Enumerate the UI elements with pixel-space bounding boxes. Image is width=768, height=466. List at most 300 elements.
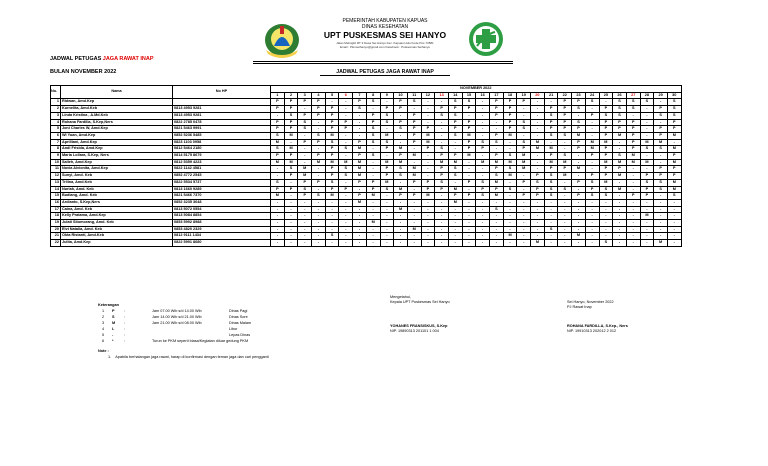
shift-cell: P	[585, 112, 599, 119]
legend-code: *	[112, 339, 114, 343]
shift-cell: -	[462, 206, 476, 213]
shift-cell: -	[407, 213, 421, 220]
shift-cell: M	[599, 139, 613, 146]
shift-cell: -	[476, 153, 490, 160]
shift-cell: -	[667, 226, 681, 233]
shift-cell: -	[353, 186, 367, 193]
shift-cell: -	[271, 226, 285, 233]
shift-cell: P	[448, 153, 462, 160]
shift-cell: -	[380, 126, 394, 133]
shift-cell: S	[312, 132, 326, 139]
shift-cell: -	[407, 146, 421, 153]
shift-cell: -	[353, 119, 367, 126]
shift-cell: -	[448, 139, 462, 146]
table-row	[51, 199, 682, 206]
shift-cell: -	[599, 206, 613, 213]
shift-cell: -	[339, 132, 353, 139]
day-header: 13	[435, 92, 449, 99]
shift-cell: -	[654, 199, 668, 206]
shift-cell: P	[654, 126, 668, 133]
shift-cell: S	[667, 112, 681, 119]
shift-cell: -	[503, 146, 517, 153]
shift-cell: P	[339, 126, 353, 133]
table-row	[51, 99, 682, 106]
shift-cell: S	[476, 179, 490, 186]
shift-cell: -	[407, 186, 421, 193]
staff-name: Kelly Pratama, Amd.Kep	[61, 213, 173, 220]
shift-cell: M	[572, 233, 586, 240]
shift-cell: -	[558, 240, 572, 247]
shift-cell: P	[667, 126, 681, 133]
center-title: JADWAL PETUGAS JAGA RAWAT INAP	[320, 69, 450, 76]
shift-cell: M	[531, 146, 545, 153]
shift-cell: P	[490, 153, 504, 160]
shift-cell: -	[284, 193, 298, 200]
shift-cell: -	[271, 240, 285, 247]
table-row	[51, 220, 682, 227]
shift-cell: S	[325, 233, 339, 240]
shift-cell: S	[558, 132, 572, 139]
shift-cell: P	[325, 166, 339, 173]
shift-cell: P	[462, 179, 476, 186]
staff-phone: 0852 4772 2545	[173, 173, 271, 180]
shift-cell: M	[667, 186, 681, 193]
shift-cell: -	[366, 226, 380, 233]
day-header: 22	[558, 92, 572, 99]
shift-cell: S	[503, 166, 517, 173]
row-number: 21	[51, 233, 61, 240]
shift-cell: P	[284, 173, 298, 180]
shift-cell: -	[435, 193, 449, 200]
shift-cell: S	[298, 119, 312, 126]
schedule-table	[50, 85, 682, 247]
shift-cell: P	[353, 153, 367, 160]
shift-cell: P	[613, 126, 627, 133]
shift-cell: P	[626, 126, 640, 133]
shift-cell: P	[544, 126, 558, 133]
shift-cell: -	[585, 206, 599, 213]
shift-cell: P	[626, 146, 640, 153]
shift-cell: -	[503, 213, 517, 220]
shift-cell: -	[531, 220, 545, 227]
day-header: 26	[613, 92, 627, 99]
shift-cell: P	[353, 139, 367, 146]
shift-cell: P	[626, 193, 640, 200]
shift-cell: M	[448, 159, 462, 166]
shift-cell: -	[284, 199, 298, 206]
legend-code: L	[112, 327, 115, 331]
shift-cell: -	[407, 106, 421, 113]
shift-cell: P	[298, 112, 312, 119]
shift-cell: -	[421, 220, 435, 227]
shift-cell: P	[531, 193, 545, 200]
shift-cell: M	[380, 132, 394, 139]
legend-separator: :	[124, 309, 126, 313]
shift-cell: -	[339, 139, 353, 146]
shift-cell: M	[531, 139, 545, 146]
shift-cell: P	[271, 106, 285, 113]
day-header: 10	[394, 92, 408, 99]
shift-cell: P	[366, 186, 380, 193]
shift-cell: -	[312, 213, 326, 220]
staff-phone: 0812 5464 2180	[173, 146, 271, 153]
shift-cell: S	[407, 99, 421, 106]
row-number: 15	[51, 193, 61, 200]
shift-cell: -	[585, 240, 599, 247]
day-header: 27	[626, 92, 640, 99]
day-header: 24	[585, 92, 599, 99]
shift-cell: P	[298, 139, 312, 146]
shift-cell: M	[448, 186, 462, 193]
row-number: 4	[51, 119, 61, 126]
shift-cell: S	[353, 106, 367, 113]
shift-cell: -	[284, 206, 298, 213]
shift-cell: -	[531, 206, 545, 213]
shift-cell: -	[271, 199, 285, 206]
shift-cell: -	[298, 233, 312, 240]
day-header: 14	[448, 92, 462, 99]
legend	[98, 302, 358, 360]
shift-cell: S	[366, 132, 380, 139]
shift-cell: -	[435, 233, 449, 240]
staff-phone: 0813 1660 9289	[173, 186, 271, 193]
shift-cell: M	[531, 240, 545, 247]
shift-cell: -	[271, 173, 285, 180]
shift-cell: S	[599, 112, 613, 119]
shift-cell: -	[284, 220, 298, 227]
shift-cell: -	[517, 186, 531, 193]
shift-cell: -	[407, 233, 421, 240]
shift-cell: S	[613, 112, 627, 119]
shift-cell: -	[339, 199, 353, 206]
shift-cell: M	[353, 159, 367, 166]
shift-cell: M	[271, 193, 285, 200]
shift-cell: -	[462, 186, 476, 193]
shift-cell: P	[325, 146, 339, 153]
shift-cell: -	[490, 213, 504, 220]
shift-cell: P	[503, 119, 517, 126]
shift-cell: -	[476, 199, 490, 206]
shift-cell: -	[476, 226, 490, 233]
shift-cell: S	[613, 106, 627, 113]
shift-cell: S	[394, 126, 408, 133]
shift-cell: -	[407, 199, 421, 206]
shift-cell: S	[558, 153, 572, 160]
shift-cell: M	[572, 132, 586, 139]
shift-cell: -	[572, 153, 586, 160]
shift-cell: -	[298, 132, 312, 139]
shift-cell: -	[667, 213, 681, 220]
shift-cell: -	[585, 126, 599, 133]
shift-cell: -	[558, 233, 572, 240]
shift-cell: M	[394, 159, 408, 166]
shift-cell: -	[531, 112, 545, 119]
shift-cell: P	[462, 193, 476, 200]
shift-cell: S	[380, 119, 394, 126]
shift-cell: -	[558, 226, 572, 233]
shift-cell: -	[517, 173, 531, 180]
sig-right-line1: Sei Hanyo, November 2022	[567, 300, 614, 304]
shift-cell: P	[626, 132, 640, 139]
shift-cell: -	[271, 220, 285, 227]
day-header: 7	[353, 92, 367, 99]
legend-separator: :	[124, 333, 126, 337]
shift-cell: -	[613, 206, 627, 213]
schedule-title-prefix: JADWAL PETUGAS	[50, 56, 102, 62]
row-number: 5	[51, 126, 61, 133]
shift-cell: P	[462, 119, 476, 126]
shift-cell: M	[284, 159, 298, 166]
shift-cell: -	[394, 213, 408, 220]
shift-cell: M	[572, 166, 586, 173]
shift-cell: -	[626, 240, 640, 247]
shift-cell: -	[339, 240, 353, 247]
shift-cell: S	[271, 179, 285, 186]
letterhead-divider-thin	[253, 63, 513, 64]
shift-cell: S	[462, 99, 476, 106]
shift-cell: S	[599, 240, 613, 247]
shift-cell: P	[517, 179, 531, 186]
shift-cell: -	[572, 186, 586, 193]
shift-cell: -	[476, 99, 490, 106]
shift-cell: P	[572, 146, 586, 153]
shift-cell: P	[325, 106, 339, 113]
shift-cell: M	[544, 146, 558, 153]
shift-cell: -	[435, 213, 449, 220]
shift-cell: -	[353, 206, 367, 213]
shift-cell: -	[476, 106, 490, 113]
shift-cell: M	[667, 146, 681, 153]
shift-cell: -	[325, 213, 339, 220]
sig-left-name: YOHANES FRANSISKUS, S.Kep	[390, 324, 448, 328]
shift-cell: -	[394, 139, 408, 146]
day-header: 28	[640, 92, 654, 99]
shift-cell: -	[531, 99, 545, 106]
table-row	[51, 146, 682, 153]
shift-cell: P	[394, 119, 408, 126]
shift-cell: M	[517, 166, 531, 173]
shift-cell: P	[490, 112, 504, 119]
staff-phone: 0822 2785 0478	[173, 119, 271, 126]
row-number: 13	[51, 179, 61, 186]
shift-cell: -	[407, 220, 421, 227]
shift-cell: P	[667, 119, 681, 126]
shift-cell: S	[394, 173, 408, 180]
shift-cell: P	[284, 186, 298, 193]
shift-cell: P	[394, 193, 408, 200]
shift-cell: M	[407, 153, 421, 160]
shift-cell: -	[531, 199, 545, 206]
shift-cell: -	[298, 106, 312, 113]
shift-cell: -	[531, 233, 545, 240]
shift-cell: P	[284, 106, 298, 113]
shift-cell: -	[435, 132, 449, 139]
table-row	[51, 233, 682, 240]
legend-title: Keterangan	[98, 303, 119, 307]
shift-cell: -	[599, 99, 613, 106]
note-number: 1.	[108, 355, 112, 359]
shift-cell: M	[271, 139, 285, 146]
shift-cell: P	[558, 106, 572, 113]
shift-cell: S	[476, 139, 490, 146]
shift-cell: -	[613, 199, 627, 206]
day-header: 9	[380, 92, 394, 99]
row-number: 8	[51, 146, 61, 153]
shift-cell: S	[640, 99, 654, 106]
shift-cell: S	[517, 126, 531, 133]
shift-cell: S	[599, 186, 613, 193]
shift-cell: P	[380, 106, 394, 113]
shift-cell: M	[503, 159, 517, 166]
row-number: 12	[51, 173, 61, 180]
shift-cell: P	[599, 166, 613, 173]
day-header: 4	[312, 92, 326, 99]
legend-number: 3	[102, 321, 105, 325]
legend-time: Jam 07.00 Wib s/d 14.00 Wib	[152, 309, 202, 313]
staff-phone: 0821 5463 9991	[173, 126, 271, 133]
shift-cell: P	[271, 126, 285, 133]
shift-cell: S	[448, 166, 462, 173]
shift-cell: -	[640, 153, 654, 160]
shift-cell: P	[298, 99, 312, 106]
shift-cell: S	[339, 146, 353, 153]
shift-cell: -	[613, 233, 627, 240]
shift-cell: -	[476, 119, 490, 126]
shift-cell: S	[626, 99, 640, 106]
shift-cell: P	[394, 153, 408, 160]
shift-cell: -	[325, 226, 339, 233]
shift-cell: P	[366, 112, 380, 119]
shift-cell: P	[490, 132, 504, 139]
shift-cell: S	[380, 186, 394, 193]
shift-cell: -	[271, 112, 285, 119]
row-number: 14	[51, 186, 61, 193]
legend-desc: Dinas Pagi	[229, 309, 248, 313]
row-number: 18	[51, 213, 61, 220]
shift-cell: P	[339, 119, 353, 126]
shift-cell: -	[435, 119, 449, 126]
staff-name: Andi Frisida, Amd.Kep	[61, 146, 173, 153]
shift-cell: -	[585, 119, 599, 126]
shift-cell: -	[613, 193, 627, 200]
shift-cell: -	[626, 186, 640, 193]
staff-phone: 0822 1142 4581	[173, 166, 271, 173]
shift-cell: P	[531, 186, 545, 193]
staff-phone: 0852 5236 5485	[173, 132, 271, 139]
shift-cell: -	[284, 233, 298, 240]
shift-cell: -	[421, 119, 435, 126]
shift-cell: -	[503, 226, 517, 233]
legend-item	[98, 338, 358, 344]
shift-cell: M	[490, 193, 504, 200]
shift-cell: M	[325, 193, 339, 200]
shift-cell: -	[517, 132, 531, 139]
shift-cell: -	[462, 199, 476, 206]
shift-cell: S	[654, 186, 668, 193]
shift-cell: P	[654, 106, 668, 113]
day-header: 23	[572, 92, 586, 99]
shift-cell: -	[435, 199, 449, 206]
shift-cell: P	[558, 99, 572, 106]
shift-cell: P	[435, 106, 449, 113]
shift-cell: -	[380, 213, 394, 220]
shift-cell: -	[448, 213, 462, 220]
shift-cell: -	[476, 112, 490, 119]
staff-name: Sunyi, Amd. Keb	[61, 173, 173, 180]
shift-cell: -	[312, 186, 326, 193]
shift-cell: P	[435, 153, 449, 160]
shift-cell: S	[380, 139, 394, 146]
shift-cell: -	[640, 220, 654, 227]
shift-cell: -	[517, 213, 531, 220]
shift-cell: -	[667, 240, 681, 247]
shift-cell: -	[298, 226, 312, 233]
shift-cell: P	[339, 186, 353, 193]
shift-cell: P	[448, 119, 462, 126]
day-header: 29	[654, 92, 668, 99]
shift-cell: -	[572, 240, 586, 247]
shift-cell: M	[421, 193, 435, 200]
shift-cell: M	[544, 159, 558, 166]
shift-cell: S	[380, 112, 394, 119]
table-row	[51, 240, 682, 247]
shift-cell: P	[284, 99, 298, 106]
shift-cell: -	[271, 206, 285, 213]
shift-cell: M	[394, 146, 408, 153]
shift-cell: -	[640, 240, 654, 247]
shift-cell: S	[503, 153, 517, 160]
month-header: NOVEMBER 2022	[271, 86, 682, 93]
shift-cell: -	[490, 199, 504, 206]
shift-cell: -	[572, 159, 586, 166]
shift-cell: S	[558, 186, 572, 193]
shift-cell: -	[380, 153, 394, 160]
shift-cell: P	[640, 193, 654, 200]
shift-cell: -	[572, 206, 586, 213]
shift-cell: -	[284, 213, 298, 220]
shift-cell: -	[613, 220, 627, 227]
shift-cell: -	[640, 126, 654, 133]
shift-cell: S	[654, 112, 668, 119]
shift-cell: -	[298, 220, 312, 227]
legend-time: Turun ke PKM seperti biasa/Kegiatan diluar gedung PKM	[152, 339, 249, 343]
shift-cell: -	[572, 220, 586, 227]
shift-cell: -	[298, 159, 312, 166]
shift-cell: M	[640, 139, 654, 146]
shift-cell: S	[572, 119, 586, 126]
shift-cell: S	[271, 146, 285, 153]
shift-cell: S	[394, 166, 408, 173]
day-header: 19	[517, 92, 531, 99]
table-row	[51, 193, 682, 200]
shift-cell: P	[353, 99, 367, 106]
shift-cell: -	[284, 240, 298, 247]
shift-cell: M	[448, 199, 462, 206]
row-number: 11	[51, 166, 61, 173]
shift-cell: -	[366, 240, 380, 247]
table-row	[51, 166, 682, 173]
shift-cell: S	[435, 146, 449, 153]
shift-cell: P	[435, 173, 449, 180]
shift-cell: -	[394, 226, 408, 233]
shift-cell: P	[517, 146, 531, 153]
shift-cell: P	[572, 126, 586, 133]
shift-cell: P	[284, 119, 298, 126]
shift-cell: P	[298, 179, 312, 186]
signature-pj	[567, 300, 717, 334]
legend-code: S	[112, 315, 115, 319]
shift-cell: -	[462, 220, 476, 227]
